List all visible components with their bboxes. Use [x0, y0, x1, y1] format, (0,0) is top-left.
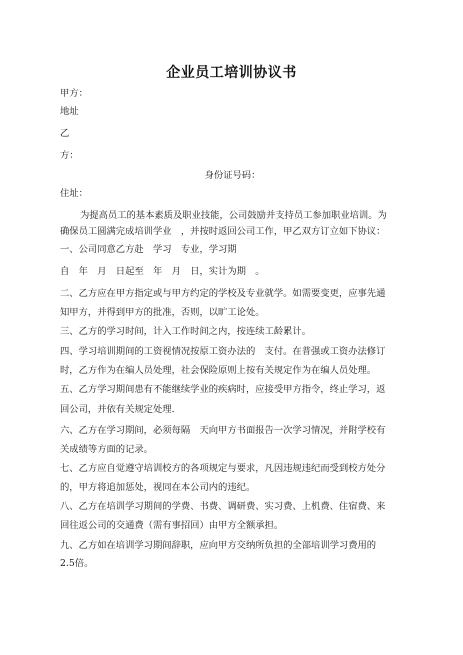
clause-9-line: 2.5倍。	[60, 558, 94, 569]
preamble-line: 为提高员工的基本素质及职业技能，公司鼓励并支持员工参加职业培训。为	[80, 210, 387, 221]
party-b-label-line2: 方：	[60, 150, 79, 161]
clause-1-line: 一、公司同意乙方赴 学习 专业，学习期	[60, 244, 237, 255]
clause-9-line: 九、乙方如在培训学习期间辞职，应向甲方交纳所负担的全部培训学习费用的	[60, 540, 377, 551]
address-label: 地址	[60, 106, 79, 117]
document-title: 企业员工培训协议书	[166, 65, 297, 81]
residence-label: 住址：	[60, 188, 88, 199]
clause-8-line: 回往返公司的交通费（需有事招回）由甲方全额承担。	[60, 520, 284, 531]
party-a-label: 甲方：	[60, 88, 88, 99]
clause-1-line: 自 年 月 日起至 年 月 日，实计为期 。	[60, 266, 265, 277]
clause-4-line: 四、学习培训期间的工资视情况按原工资办法的 支付。在普强或工资办法修订	[60, 346, 386, 357]
clause-6-line: 六、乙方在学习期间，必须每隔 天向甲方书面报告一次学习情况，并附学校有	[60, 425, 386, 436]
clause-4-line: 时，乙方作为在编人员处理，社会保险原则上按有关规定作为在编人员处理。	[60, 365, 377, 376]
clause-8-line: 八、乙方在培训学习期间的学费、书费、调研费、实习费、上机费、住宿费、来	[60, 501, 386, 512]
clause-6-line: 关成绩等方面的记录。	[60, 444, 153, 455]
clause-2-line: 知甲方，并得到甲方的批准，否则，以旷工论处。	[60, 307, 265, 318]
party-b-label-line1: 乙	[60, 128, 70, 139]
preamble-line: 确保员工圆满完成培训学业 ，并按时返回公司工作，甲乙双方订立如下协议：	[60, 226, 386, 237]
clause-2-line: 二、乙方应在甲方指定或与甲方约定的学校及专业就学。如需要变更，应事先通	[60, 288, 386, 299]
clause-3-line: 三、乙方的学习时间，计入工作时间之内，按连续工龄累计。	[60, 326, 312, 337]
id-number-label: 身份证号码：	[204, 170, 261, 181]
clause-7-line: 七、乙方应自觉遵守培训校方的各项规定与要求，凡因违规违纪而受到校方处分	[60, 463, 386, 474]
clause-7-line: 的，甲方将追加惩处，视同在本公司内的违纪。	[60, 482, 256, 493]
clause-5-line: 五、乙方学习期间患有不能继续学业的疾病时，应接受甲方指令，终止学习，返	[60, 384, 386, 395]
clause-5-line: 回公司，并依有关规定处理.	[60, 404, 175, 415]
